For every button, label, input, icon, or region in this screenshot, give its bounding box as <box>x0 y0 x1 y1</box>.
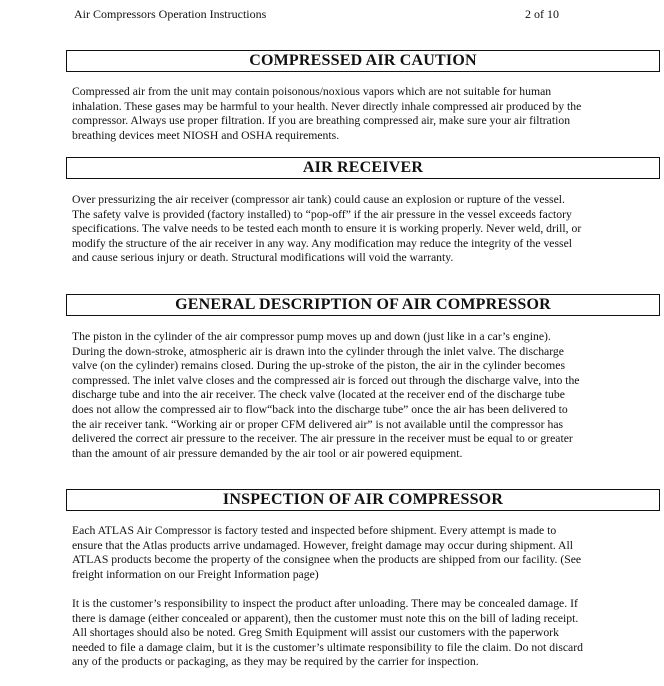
section-heading-general-description: GENERAL DESCRIPTION OF AIR COMPRESSOR <box>66 294 660 316</box>
page-number: 2 of 10 <box>525 7 559 21</box>
section-heading-inspection: INSPECTION OF AIR COMPRESSOR <box>66 489 660 511</box>
paragraph-inspection-shipment: Each ATLAS Air Compressor is factory tested and inspected before shipment. Every attempt is made to ensure that the Atlas products arrive undamaged. However, freight damage may occur during shipment. All ATLAS products become the property of the consignee when the products are shipped from our facility. (See freight information on our Freight Information page) <box>72 524 582 581</box>
paragraph-general-description: The piston in the cylinder of the air compressor pump moves up and down (just like in a car’s engine). During the down-stroke, atmospheric air is drawn into the cylinder through the inlet valve. The discharge valve (on the cylinder) remains closed. During the up-stroke of the piston, the air in the cylinder becomes compressed. The inlet valve closes and the compressed air is forced out through the discharge valve, into the discharge tube and into the air receiver. The check valve (located at the receiver end of the discharge tube does not allow the compressed air to flow“back into the discharge tube” once the air has been delivered to the air receiver tank. “Working air or proper CFM delivered air” is not available until the compressor has delivered the correct air pressure to the receiver. The air pressure in the receiver must be equal to or greater than the amount of air pressure demanded by the air tool or air powered equipment. <box>72 330 580 460</box>
section-heading-air-receiver: AIR RECEIVER <box>66 157 660 179</box>
paragraph-inspection-responsibility: It is the customer’s responsibility to inspect the product after unloading. There may be concealed damage. If there is damage (either concealed or apparent), then the customer must note this on the bill of lading receipt. All shortages should also be noted. Greg Smith Equipment will assist our customers with the paperwork needed to file a damage claim, but it is the customer’s ultimate responsibility to file the claim. Do not discard any of the products or packaging, as they may be required by the carrier for inspection. <box>72 597 583 669</box>
document-title: Air Compressors Operation Instructions <box>74 7 267 21</box>
paragraph-air-receiver: Over pressurizing the air receiver (compressor air tank) could cause an explosion or rupture of the vessel. The safety valve is provided (factory installed) to “pop-off” if the air pressure in the vessel exceeds factory specifications. The valve needs to be tested each month to ensure it is working properly. Never weld, drill, or modify the structure of the air receiver in any way. Any modification may reduce the integrity of the vessel and cause serious injury or death. Structural modifications will void the warranty. <box>72 193 582 265</box>
page-header <box>74 6 559 22</box>
paragraph-compressed-air-caution: Compressed air from the unit may contain poisonous/noxious vapors which are not suitable for human inhalation. These gases may be harmful to your health. Never directly inhale compressed air produced by the compressor. Always use proper filtration. If you are breathing compressed air, make sure your air filtration breathing devices meet NIOSH and OSHA requirements. <box>72 85 582 142</box>
section-heading-compressed-air-caution: COMPRESSED AIR CAUTION <box>66 50 660 72</box>
